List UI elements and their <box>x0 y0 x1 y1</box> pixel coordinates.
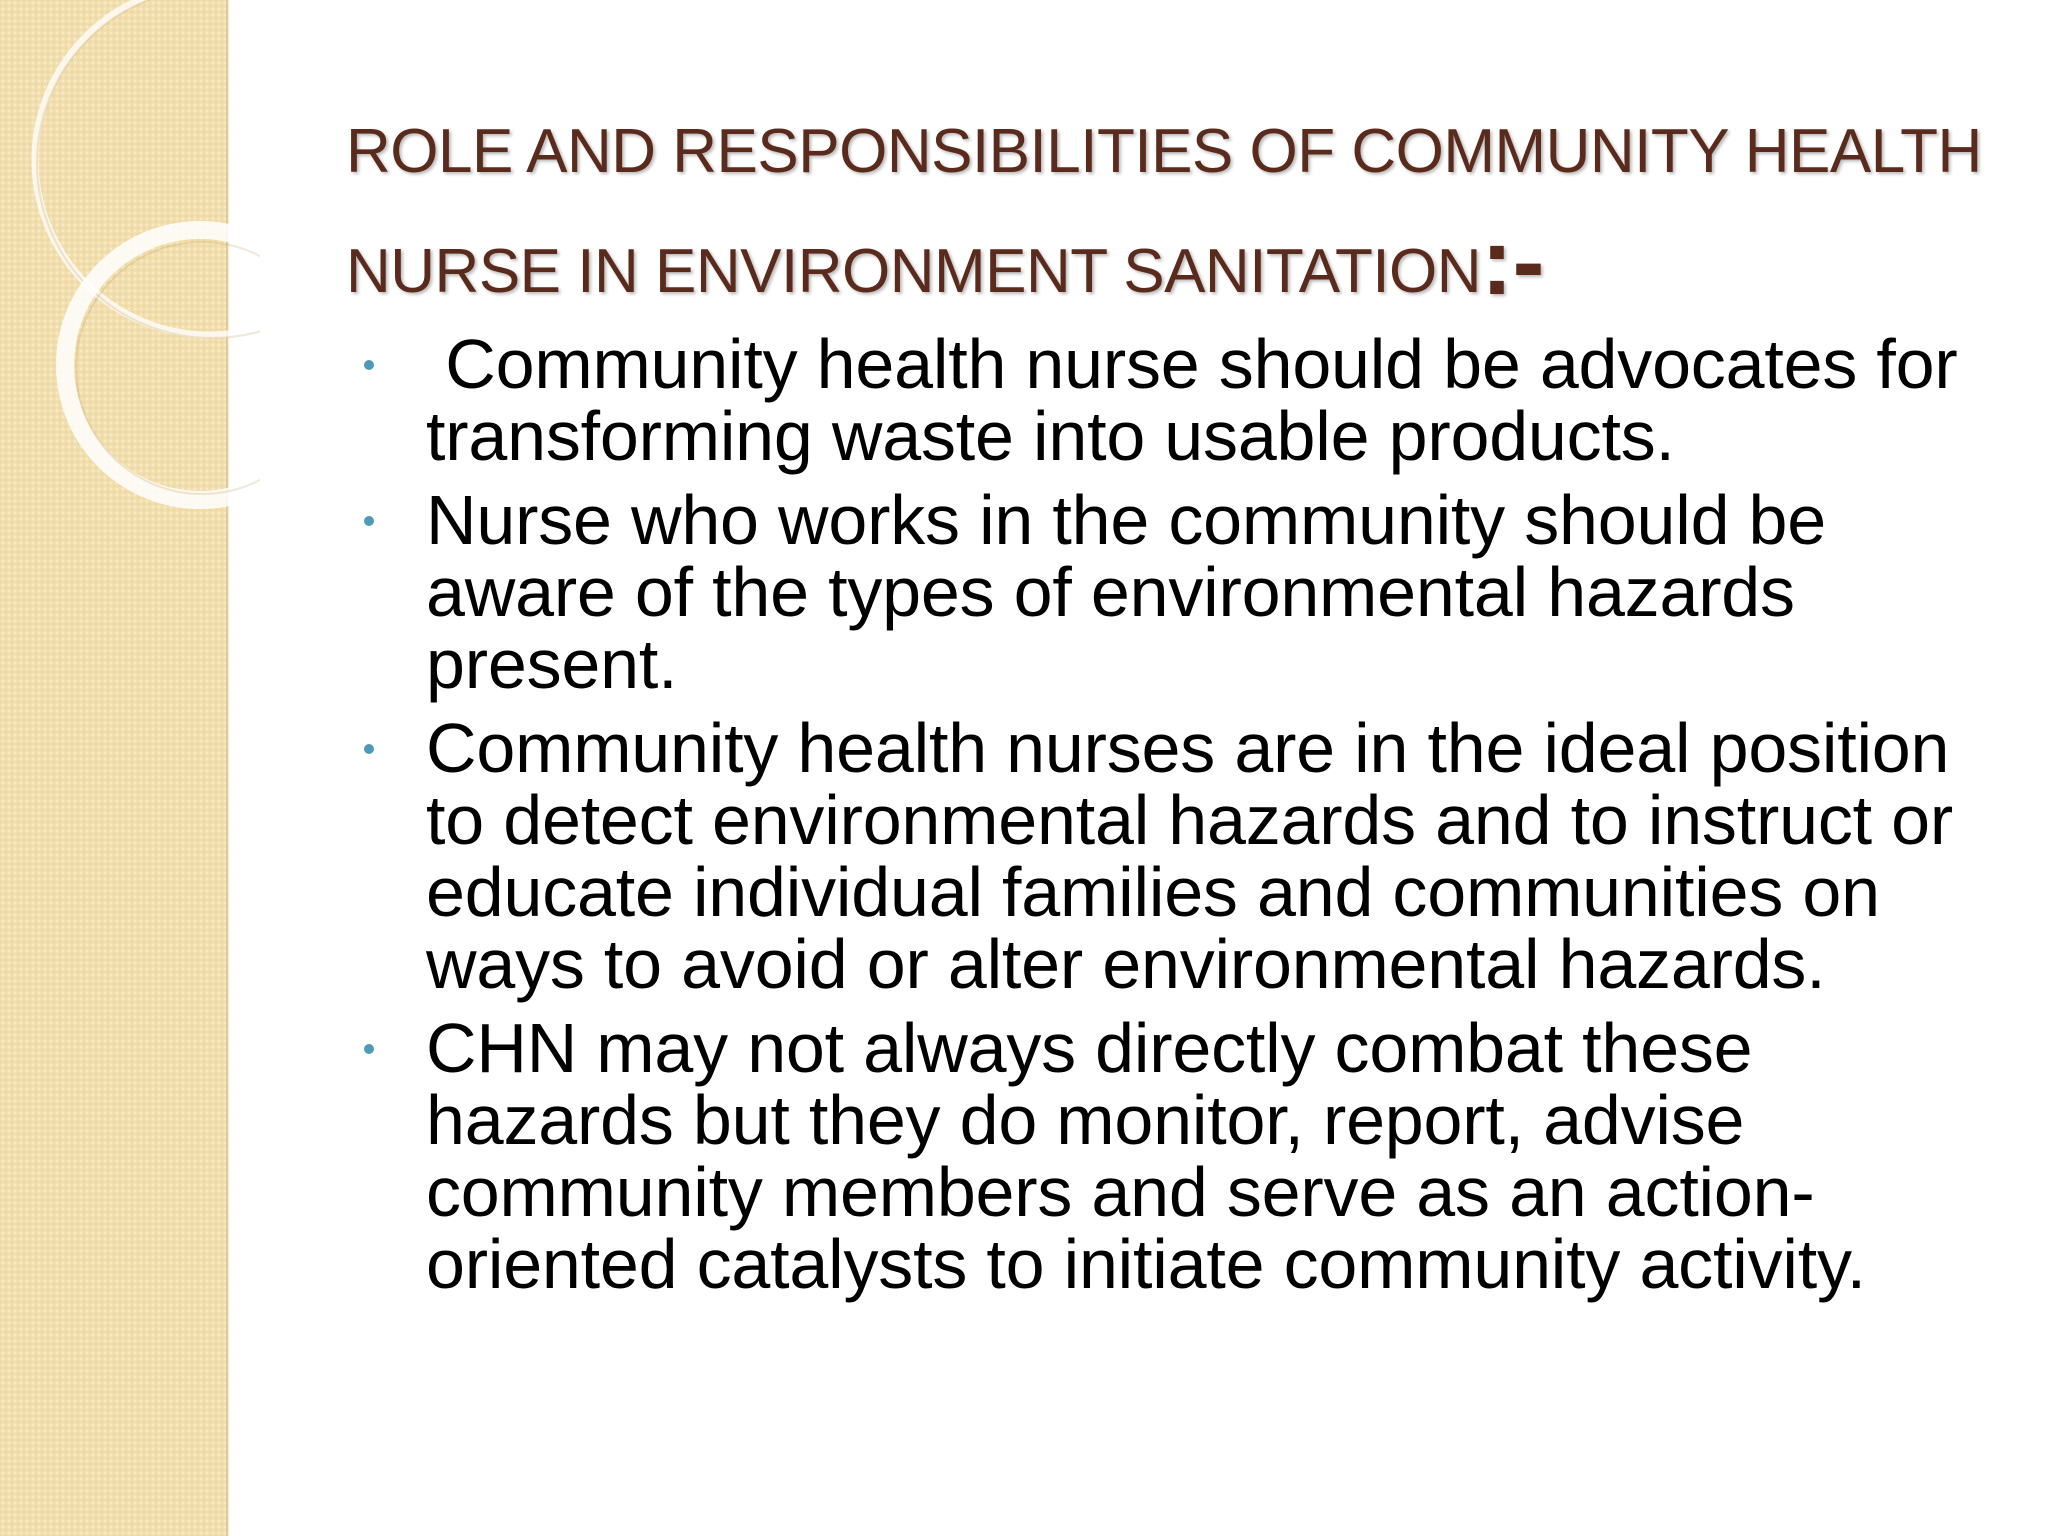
list-item <box>358 481 2018 703</box>
bullet-text: Nurse who works in the community should be aware of the types of environmental hazards present. <box>426 481 1827 703</box>
slide-title-text: ROLE AND RESPONSIBILITIES OF COMMUNITY HEALTH NURSE IN ENVIRONMENT SANITATION <box>346 117 1982 306</box>
slide-title-suffix: :- <box>1481 208 1544 315</box>
list-item <box>358 1009 2018 1303</box>
decorative-rings <box>0 0 260 520</box>
small-ring <box>65 230 260 500</box>
bullet-icon <box>364 516 374 526</box>
bullet-text: Community health nurses are in the ideal position to detect environmental hazards and to instruct or educate individual families and communities on ways to avoid or alter environmental hazards. <box>426 709 1953 1003</box>
list-item <box>358 709 2018 1003</box>
list-item <box>358 325 2018 475</box>
large-ring <box>35 0 260 335</box>
bullet-icon <box>364 1044 374 1054</box>
bullet-list <box>358 325 2018 1312</box>
bullet-text: Community health nurse should be advocates for transforming waste into usable products. <box>426 325 1977 475</box>
bullet-icon <box>364 360 374 370</box>
bullet-icon <box>364 744 374 754</box>
bullet-text: CHN may not always directly combat these hazards but they do monitor, report, advise community members and serve as an action-oriented catalysts to initiate community activity. <box>426 1009 1866 1303</box>
slide-title <box>346 92 2006 332</box>
